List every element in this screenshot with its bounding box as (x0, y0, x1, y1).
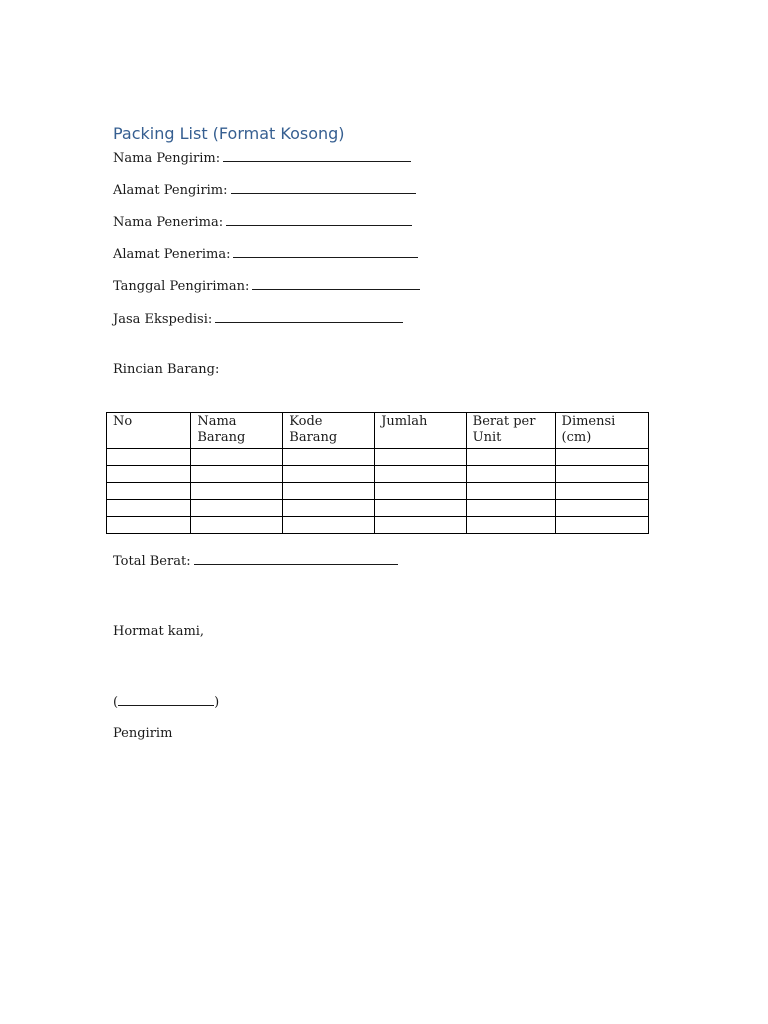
field-nama-pengirim (113, 150, 411, 167)
table-cell (191, 500, 283, 517)
signature-open-paren: ( (113, 695, 119, 710)
table-cell (283, 466, 375, 483)
blank-line (194, 553, 398, 565)
table-cell (375, 483, 466, 500)
blank-line (215, 311, 403, 323)
table-cell (375, 466, 466, 483)
blank-line (233, 246, 418, 258)
table-cell (191, 466, 283, 483)
table-row (107, 517, 649, 534)
header-jumlah: Jumlah (375, 413, 466, 449)
field-label: Alamat Penerima: (113, 247, 231, 262)
table-row (107, 449, 649, 466)
table-cell (375, 517, 466, 534)
table-cell (107, 466, 191, 483)
table-cell (283, 517, 375, 534)
table-cell (107, 517, 191, 534)
field-label: Total Berat: (113, 554, 191, 569)
table-cell (466, 483, 555, 500)
table-cell (466, 449, 555, 466)
field-alamat-pengirim (113, 182, 416, 199)
section-label: Rincian Barang: (113, 362, 220, 377)
signature-close-paren: ) (214, 695, 220, 710)
table-cell (191, 449, 283, 466)
signature-line (113, 694, 219, 711)
blank-line (223, 150, 411, 162)
header-nama-barang: Nama Barang (191, 413, 283, 449)
table-cell (555, 500, 648, 517)
field-label: Alamat Pengirim: (113, 183, 228, 198)
field-jasa-ekspedisi (113, 311, 403, 328)
table-row (107, 466, 649, 483)
blank-line (252, 278, 420, 290)
table-cell (466, 500, 555, 517)
field-tanggal-pengiriman (113, 278, 420, 295)
header-no: No (107, 413, 191, 449)
table-cell (555, 466, 648, 483)
field-total-berat (113, 553, 398, 570)
table-cell (466, 517, 555, 534)
field-label: Nama Pengirim: (113, 151, 221, 166)
document-title: Packing List (Format Kosong) (113, 124, 345, 143)
table-cell (375, 500, 466, 517)
table-cell (107, 483, 191, 500)
table-cell (555, 449, 648, 466)
blank-line (118, 694, 214, 706)
table-header-row (107, 413, 649, 449)
table-row (107, 500, 649, 517)
table-cell (107, 500, 191, 517)
header-berat-per-unit: Berat per Unit (466, 413, 555, 449)
field-label: Jasa Ekspedisi: (113, 312, 213, 327)
table-cell (555, 483, 648, 500)
table-cell (107, 449, 191, 466)
table-cell (283, 483, 375, 500)
header-dimensi: Dimensi (cm) (555, 413, 648, 449)
field-nama-penerima (113, 214, 412, 231)
table-cell (191, 483, 283, 500)
blank-line (226, 214, 412, 226)
table-row (107, 483, 649, 500)
signer-label: Pengirim (113, 726, 173, 741)
field-alamat-penerima (113, 246, 418, 263)
table-cell (191, 517, 283, 534)
closing-text: Hormat kami, (113, 624, 205, 639)
items-table (106, 412, 649, 534)
field-label: Tanggal Pengiriman: (113, 279, 250, 294)
table-cell (555, 517, 648, 534)
blank-line (231, 182, 416, 194)
table-cell (375, 449, 466, 466)
table-cell (466, 466, 555, 483)
header-kode-barang: Kode Barang (283, 413, 375, 449)
table-cell (283, 500, 375, 517)
table-cell (283, 449, 375, 466)
field-label: Nama Penerima: (113, 215, 224, 230)
